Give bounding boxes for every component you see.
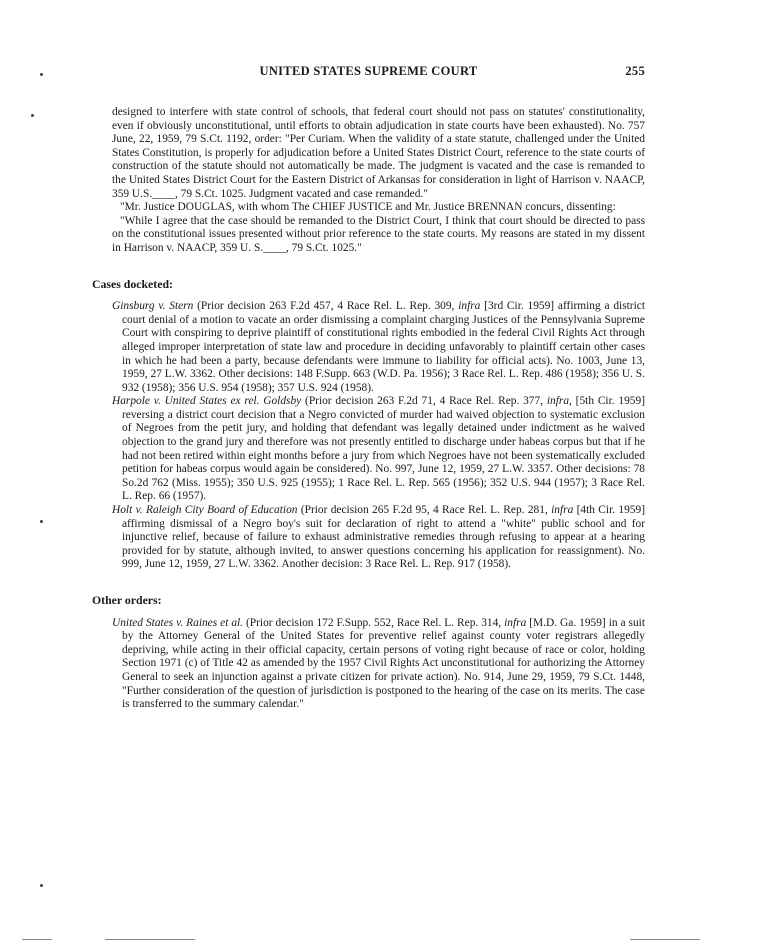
running-head [92,64,645,82]
case-entry [102,300,645,395]
case-citation: (Prior decision 263 F.2d 457, 4 Race Rel. L. Rep. 309, [193,300,459,313]
case-citation: (Prior decision 263 F.2d 71, 4 Race Rel. Rep. 377, [301,395,547,408]
case-summary: [5th Cir. 1959] reversing a district court decision that a Negro convicted of murder had waived objection to systematic exclusion of Negroes from the petit jury, and holding that defendant was legally detained under indictment as he waived objection to the grand jury and therefore was not presently entitled to discharge under habeas corpus but that if he had not been retired within eight months before a jury from which Negroes have not been systematically excluded petition for habeas corpus would again be considered). No. 997, June 12, 1959, 27 L.W. 3357. Other decisions: 78 So.2d 762 (Miss. 1955); 350 U.S. 925 (1955); 1 Race Rel. L. Rep. 565 (1956); 352 U.S. 944 (1957); 3 Race Rel. L. Rep. 66 (1957). [122,395,645,503]
case-summary: [3rd Cir. 1959] affirming a district court denial of a motion to vacate an order dismissing a complaint charging Justices of the Pennsylvania Supreme Court with conspiring to deprive plaintiff of constitutional rights embodied in the federal Civil Rights Act through alleged improper interpretation of state law and procedure in deciding unfavorably to plaintiff certain other cases in which he had been a party, because defendants were immune to liability for official acts). No. 1003, June 13, 1959, 27 L.W. 3362. Other decisions: 148 F.Supp. 663 (W.D. Pa. 1956); 3 Race Rel. L. Rep. 486 (1958); 356 U. S. 932 (1958); 356 U.S. 954 (1958); 357 U.S. 924 (1958). [122,300,645,394]
case-name: United States v. Raines et al. [112,616,244,629]
scan-edge-rule [105,939,195,940]
infra-marker: infra [504,616,527,629]
case-entry [102,395,645,504]
infra-marker: infra [551,504,574,517]
case-citation: (Prior decision 172 F.Supp. 552, Race Rel. L. Rep. 314, [243,616,505,629]
scan-edge-rule [22,939,52,940]
infra-marker: infra [458,300,481,313]
case-summary: [M.D. Ga. 1959] in a suit by the Attorney General of the United States for preventive relief against county voter registrars allegedly depriving, while acting in their official capacity, certain persons of voting right because of race or color, holding Section 1971 (c) of Title 42 as amended by the 1957 Civil Rights Act unconstitutional for authorizing the Attorney General to seek an injunction against a private citizen for private action). No. 914, June 29, 1959, 79 S.Ct. 1448, "Further consideration of the question of jurisdiction is postponed to the hearing of the case on its merits. The case is transferred to the summary calendar." [122,616,645,711]
page-number: 255 [625,64,645,78]
case-entry [102,504,645,572]
case-name: Ginsburg v. Stern [112,300,194,313]
scan-speck [40,884,43,887]
page-body [92,106,645,712]
scan-speck [31,114,34,117]
dissent-intro: "Mr. Justice DOUGLAS, with whom The CHIEF JUSTICE and Mr. Justice BRENNAN concurs, dissenting: [120,201,616,214]
dissent-text: "While I agree that the case should be remanded to the District Court, I think that court should be directed to pass on the constitutional issues presented without prior reference to the state courts. My reasons are stated in my dissent in Harrison v. NAACP, 359 U. S.____, 79 S.Ct. 1025." [112,214,645,254]
opening-paragraph: designed to interfere with state control of schools, that federal court should not pass on statutes' constitutionality, even if obviously unconstitutional, until efforts to obtain adjudication in state courts have been exhausted). No. 757 June, 22, 1959, 79 S.Ct. 1192, order: "Per Curiam. When the validity of a state statute, challenged under the United States Constitution, is properly for adjudication before a United States District Court, reference to the state courts of construction of the statute should not automatically be made. The judgment is vacated and the case is remanded to the United States District Court for the Eastern District of Arkansas for consideration in light of Harrison v. NAACP, 359 U.S.____, 79 S.Ct. 1025. Judgment vacated and case remanded." [112,106,645,200]
running-title: UNITED STATES SUPREME COURT [259,64,478,78]
section-heading-cases-docketed: Cases docketed: [92,276,173,291]
scan-edge-rule [630,939,700,940]
case-entry [102,617,645,712]
case-summary: [4th Cir. 1959] affirming dismissal of a Negro boy's suit for declaration of right to attend a "white" public school and for injunctive relief, because of failure to exhaust administrative remedies through refusing to appear at a hearing provided for by statute, although invited, to answer questions concerning his application for reassignment). No. 999, June 12, 1959, 27 L.W. 3362. Another decision: 3 Race Rel. L. Rep. 917 (1958). [122,504,645,571]
infra-marker: infra, [546,395,572,408]
section-heading-other-orders: Other orders: [92,593,162,607]
case-name: Holt v. Raleigh City Board of Education [112,504,298,517]
case-citation: (Prior decision 265 F.2d 95, 4 Race Rel. L. Rep. 281, [297,504,552,517]
scan-speck [40,73,43,76]
scan-speck [40,520,43,523]
case-name: Harpole v. United States ex rel. Goldsby [112,395,302,408]
